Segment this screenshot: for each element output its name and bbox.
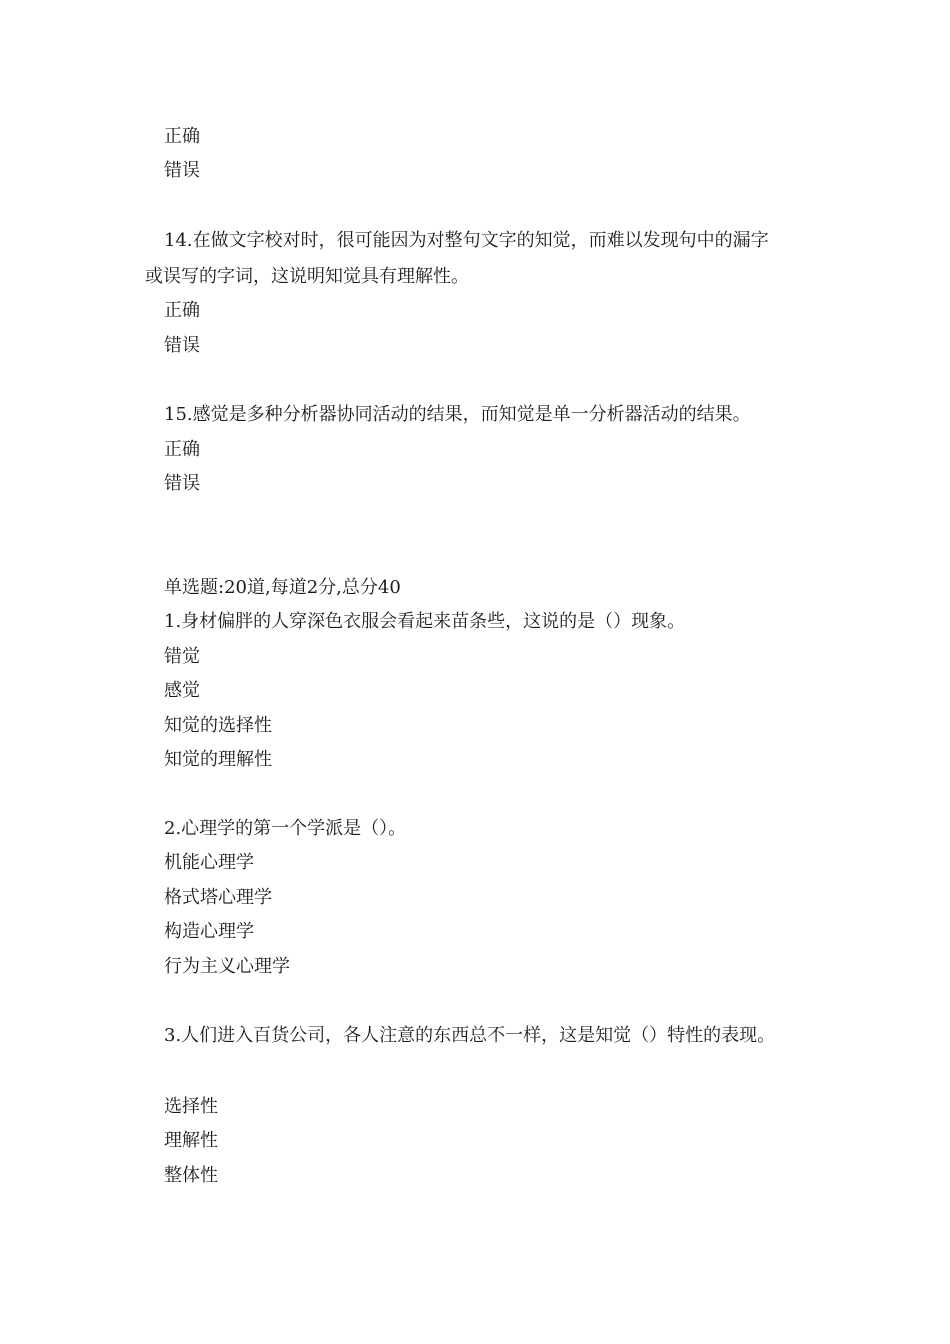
q14-option-wrong: 错误 xyxy=(164,335,200,356)
sc3-option-b: 理解性 xyxy=(164,1130,218,1151)
single-choice-header: 单选题:20道,每道2分,总分40 xyxy=(164,577,401,598)
single-choice-2-text: 2.心理学的第一个学派是（）。 xyxy=(164,818,407,839)
q15-option-correct: 正确 xyxy=(164,439,200,460)
q15-option-wrong: 错误 xyxy=(164,473,200,494)
sc1-option-d: 知觉的理解性 xyxy=(164,749,272,770)
option-correct: 正确 xyxy=(164,126,200,147)
question-14-text-cont: 或误写的字词，这说明知觉具有理解性。 xyxy=(145,266,469,287)
sc2-option-a: 机能心理学 xyxy=(164,852,254,873)
sc1-option-a: 错觉 xyxy=(164,646,200,667)
sc3-option-c: 整体性 xyxy=(164,1165,218,1186)
sc3-option-a: 选择性 xyxy=(164,1096,218,1117)
sc2-option-b: 格式塔心理学 xyxy=(164,887,272,908)
sc1-option-c: 知觉的选择性 xyxy=(164,715,272,736)
sc1-option-b: 感觉 xyxy=(164,680,200,701)
sc2-option-d: 行为主义心理学 xyxy=(164,956,290,977)
single-choice-3-text: 3.人们进入百货公司，各人注意的东西总不一样，这是知觉（）特性的表现。 xyxy=(164,1025,776,1046)
sc2-option-c: 构造心理学 xyxy=(164,921,254,942)
q14-option-correct: 正确 xyxy=(164,300,200,321)
option-wrong: 错误 xyxy=(164,160,200,181)
question-14-text: 14.在做文字校对时，很可能因为对整句文字的知觉，而难以发现句中的漏字 xyxy=(164,230,769,251)
question-15-text: 15.感觉是多种分析器协同活动的结果，而知觉是单一分析器活动的结果。 xyxy=(164,404,751,425)
single-choice-1-text: 1.身材偏胖的人穿深色衣服会看起来苗条些，这说的是（）现象。 xyxy=(164,611,686,632)
